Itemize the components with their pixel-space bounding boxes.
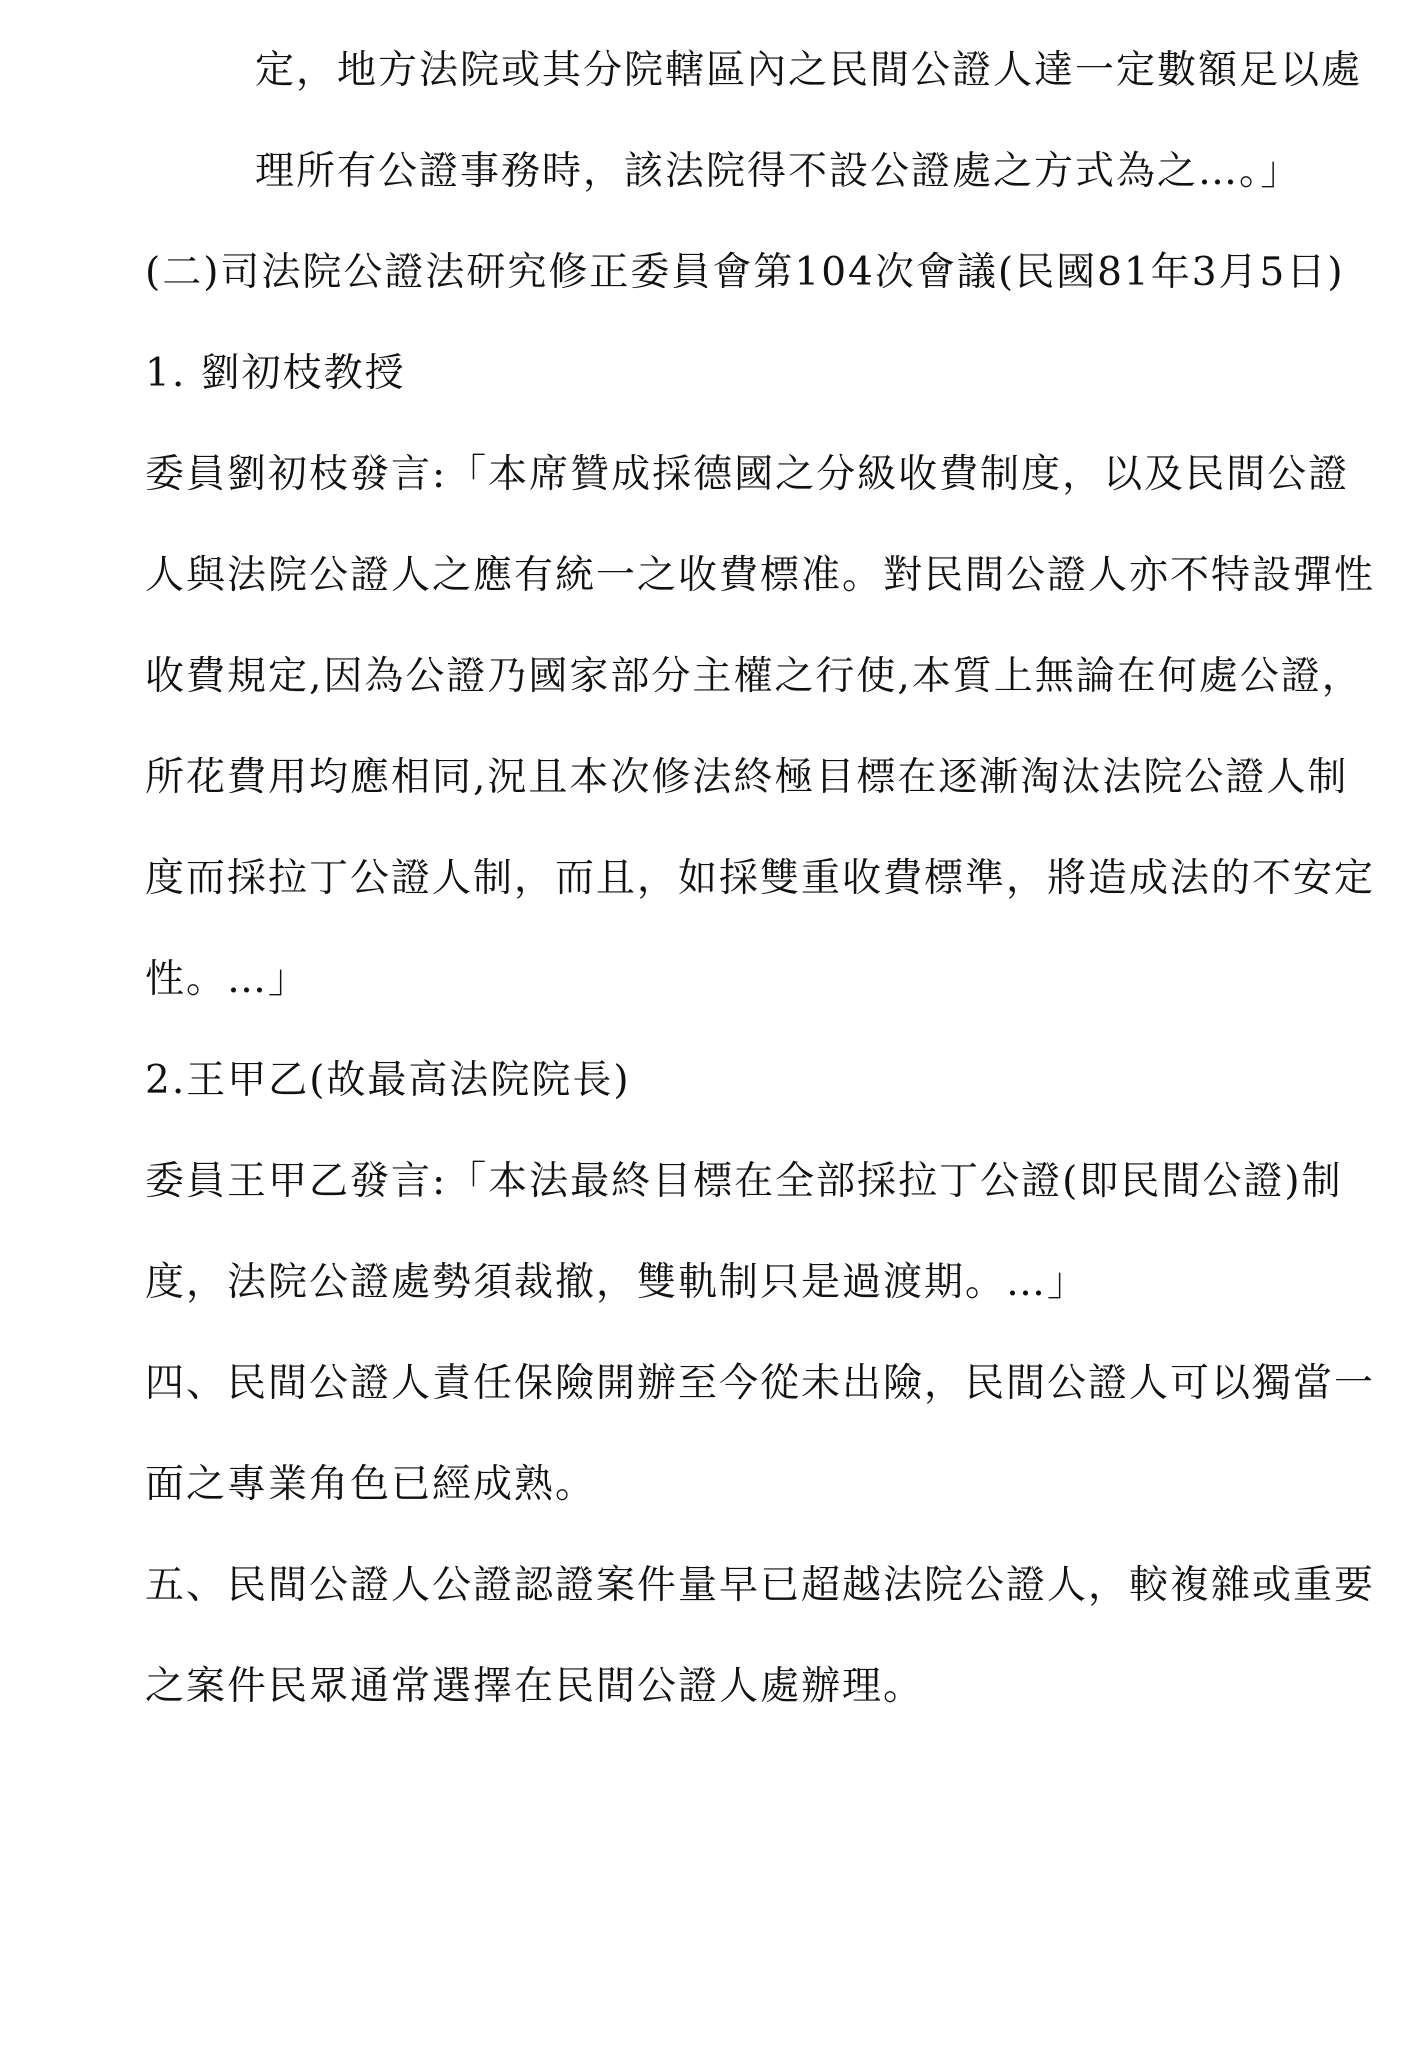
text-line: 度，法院公證處勢須裁撤，雙軌制只是過渡期。…」 <box>145 1260 1089 1305</box>
speaker-heading: 1. 劉初枝教授 <box>145 351 406 396</box>
text-line: 四、民間公證人責任保險開辦至今從未出險，民間公證人可以獨當一 <box>145 1361 1376 1406</box>
text-line: 度而採拉丁公證人制，而且，如採雙重收費標準，將造成法的不安定 <box>145 856 1376 901</box>
text-line: 所花費用均應相同,況且本次修法終極目標在逐漸淘汰法院公證人制 <box>145 755 1349 800</box>
text-line: 面之專業角色已經成熟。 <box>145 1462 597 1507</box>
text-line: 委員劉初枝發言:「本席贊成採德國之分級收費制度，以及民間公證 <box>145 452 1350 497</box>
text-line: 委員王甲乙發言:「本法最終目標在全部採拉丁公證(即民間公證)制 <box>145 1159 1343 1204</box>
text-line: 收費規定,因為公證乃國家部分主權之行使,本質上無論在何處公證， <box>145 654 1363 699</box>
text-line: 性。…」 <box>145 957 310 1002</box>
text-line: 定，地方法院或其分院轄區內之民間公證人達一定數額足以處 <box>255 48 1363 93</box>
text-line: 五、民間公證人公證認證案件量早已超越法院公證人，較複雜或重要 <box>145 1563 1376 1608</box>
text-line: 理所有公證事務時，該法院得不設公證處之方式為之…。」 <box>255 149 1302 194</box>
section-heading: (二)司法院公證法研究修正委員會第104次會議(民國81年3月5日) <box>145 250 1345 295</box>
text-line: 之案件民眾通常選擇在民間公證人處辦理。 <box>145 1664 925 1709</box>
text-line: 人與法院公證人之應有統一之收費標准。對民間公證人亦不特設彈性 <box>145 553 1376 598</box>
speaker-heading: 2.王甲乙(故最高法院院長) <box>145 1058 631 1103</box>
